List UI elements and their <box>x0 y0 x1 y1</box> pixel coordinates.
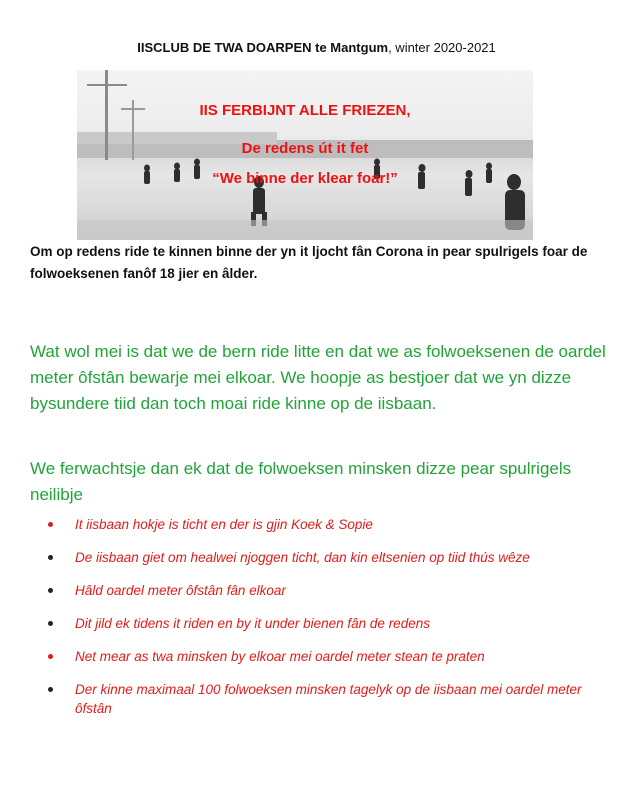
rule-text: It iisbaan hokje is ticht en der is gjin Koek & Sopie <box>75 517 373 532</box>
rule-item <box>30 515 610 534</box>
rule-item <box>30 548 610 567</box>
season-label: , winter 2020-2021 <box>388 40 496 55</box>
rule-text: Hâld oardel meter ôfstân fân elkoar <box>75 583 286 598</box>
rule-text: De iisbaan giet om healwei njoggen ticht, dan kin eltsenien op tiid thús wêze <box>75 550 530 565</box>
club-name: IISCLUB DE TWA DOARPEN te Mantgum <box>137 40 389 55</box>
rule-text: Dit jild ek tidens it riden en by it under bienen fân de redens <box>75 616 430 631</box>
bullet-icon <box>48 621 53 626</box>
rule-item <box>30 614 610 633</box>
bullet-icon <box>48 555 53 560</box>
bullet-icon <box>48 687 53 692</box>
rule-item <box>30 581 610 600</box>
green-paragraph-1: Wat wol mei is dat we de bern ride litte en dat we as folwoeksenen de oardel meter ôfstân bewarje mei elkoar. We hoopje as bestjoer dat we yn dizze bysundere tiid dan toch moai ride kinne op de iisbaan. <box>30 342 606 413</box>
rule-text: Der kinne maximaal 100 folwoeksen minsken tagelyk op de iisbaan mei oardel meter ôfstân <box>75 682 582 716</box>
green-paragraph-2: We ferwachtsje dan ek dat de folwoeksen minsken dizze pear spulrigels neilibje <box>30 459 572 504</box>
banner-line-2: De redens út it fet <box>241 140 369 157</box>
bullet-icon <box>48 522 53 527</box>
intro-paragraph: Om op redens ride te kinnen binne der yn it ljocht fân Corona in pear spulrigels foar de folwoeksenen fanôf 18 jier en âlder. <box>30 244 588 281</box>
skating-banner-photo <box>77 70 533 240</box>
bullet-icon <box>48 588 53 593</box>
banner-line-1: IIS FERBIJNT ALLE FRIEZEN, <box>199 102 411 119</box>
bullet-icon <box>48 654 53 659</box>
rule-item <box>30 680 610 718</box>
rule-item <box>30 647 610 666</box>
banner-line-3: “We binne der klear foar!” <box>212 170 398 187</box>
document-header <box>0 40 633 55</box>
rule-text: Net mear as twa minsken by elkoar mei oardel meter stean te praten <box>75 649 485 664</box>
rules-list <box>30 515 610 718</box>
